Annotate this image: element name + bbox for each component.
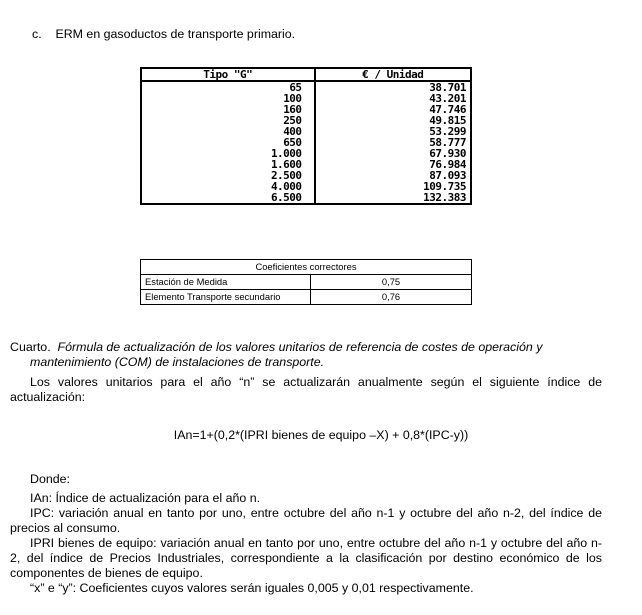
costs-table	[140, 67, 472, 205]
definition-ipri: IPRI bienes de equipo: variación anual en tanto por uno, entre octubre del año n-1 y octubre del año n-2, del índice de Precios Industriales, correspondiente a la clasificación por destino económico de los componentes de bienes de equipo.	[10, 536, 602, 580]
coefficients-header-row	[141, 260, 472, 275]
section-letter: c.	[32, 27, 42, 41]
tipo-cell: 160	[141, 104, 315, 115]
tipo-cell: 4.000	[141, 181, 315, 192]
table-row	[141, 126, 471, 137]
donde-label: Donde:	[30, 472, 70, 486]
coef-label: Elemento Transporte secundario	[141, 290, 311, 305]
table-row	[141, 93, 471, 104]
valor-cell: 43.201	[315, 93, 471, 104]
costs-table-body	[141, 81, 471, 204]
definition-ian: IAn: Índice de actualización para el año n.	[30, 491, 261, 505]
tipo-cell: 1.000	[141, 148, 315, 159]
valor-cell: 132.383	[315, 192, 471, 204]
table-row	[141, 81, 471, 93]
valor-cell: 53.299	[315, 126, 471, 137]
coef-value: 0,75	[311, 275, 472, 290]
coef-label: Estación de Medida	[141, 275, 311, 290]
valor-cell: 38.701	[315, 81, 471, 93]
header-tipo: Tipo "G"	[141, 68, 315, 81]
table-row	[141, 148, 471, 159]
table-row	[141, 290, 472, 305]
valores-paragraph: Los valores unitarios para el año “n” se actualizarán anualmente según el siguiente índice de actualización:	[10, 375, 602, 404]
tipo-cell: 250	[141, 115, 315, 126]
definitions	[10, 491, 602, 596]
definition-ipc: IPC: variación anual en tanto por uno, entre octubre del año n-1 y octubre del año n-2, del índice de precios al consumo.	[10, 506, 602, 535]
definition-xy: “x” e “y”: Coeficientes cuyos valores serán iguales 0,005 y 0,01 respectivamente.	[30, 581, 474, 595]
tipo-cell: 1.600	[141, 159, 315, 170]
table-row	[141, 115, 471, 126]
section-c-heading	[32, 27, 295, 41]
coefficients-header: Coeficientes correctores	[141, 260, 472, 275]
table-row	[141, 104, 471, 115]
section-title: ERM en gasoductos de transporte primario.	[55, 27, 296, 41]
cuarto-lead: Cuarto.	[10, 340, 51, 354]
formula: IAn=1+(0,2*(IPRI bienes de equipo –X) + 0,8*(IPC-y))	[173, 428, 469, 442]
table-row	[141, 170, 471, 181]
tipo-cell: 650	[141, 137, 315, 148]
table-row	[141, 181, 471, 192]
valor-cell: 87.093	[315, 170, 471, 181]
header-euro-unidad: € / Unidad	[315, 68, 471, 81]
costs-table-header	[141, 68, 471, 81]
tipo-cell: 2.500	[141, 170, 315, 181]
tipo-cell: 6.500	[141, 192, 315, 204]
table-row	[141, 192, 471, 204]
table-row	[141, 159, 471, 170]
cuarto-title-line2: mantenimiento (COM) de instalaciones de transporte.	[30, 355, 325, 369]
coefficients-table	[140, 259, 472, 305]
tipo-cell: 400	[141, 126, 315, 137]
coef-value: 0,76	[311, 290, 472, 305]
table-row	[141, 275, 472, 290]
tipo-cell: 65	[141, 81, 315, 93]
tipo-cell: 100	[141, 93, 315, 104]
cuarto-title-line1: Fórmula de actualización de los valores unitarios de referencia de costes de operación y	[57, 340, 543, 354]
valor-cell: 67.930	[315, 148, 471, 159]
valor-cell: 58.777	[315, 137, 471, 148]
table-row	[141, 137, 471, 148]
cuarto-heading	[10, 340, 602, 370]
valor-cell: 49.815	[315, 115, 471, 126]
valor-cell: 109.735	[315, 181, 471, 192]
valor-cell: 47.746	[315, 104, 471, 115]
valor-cell: 76.984	[315, 159, 471, 170]
